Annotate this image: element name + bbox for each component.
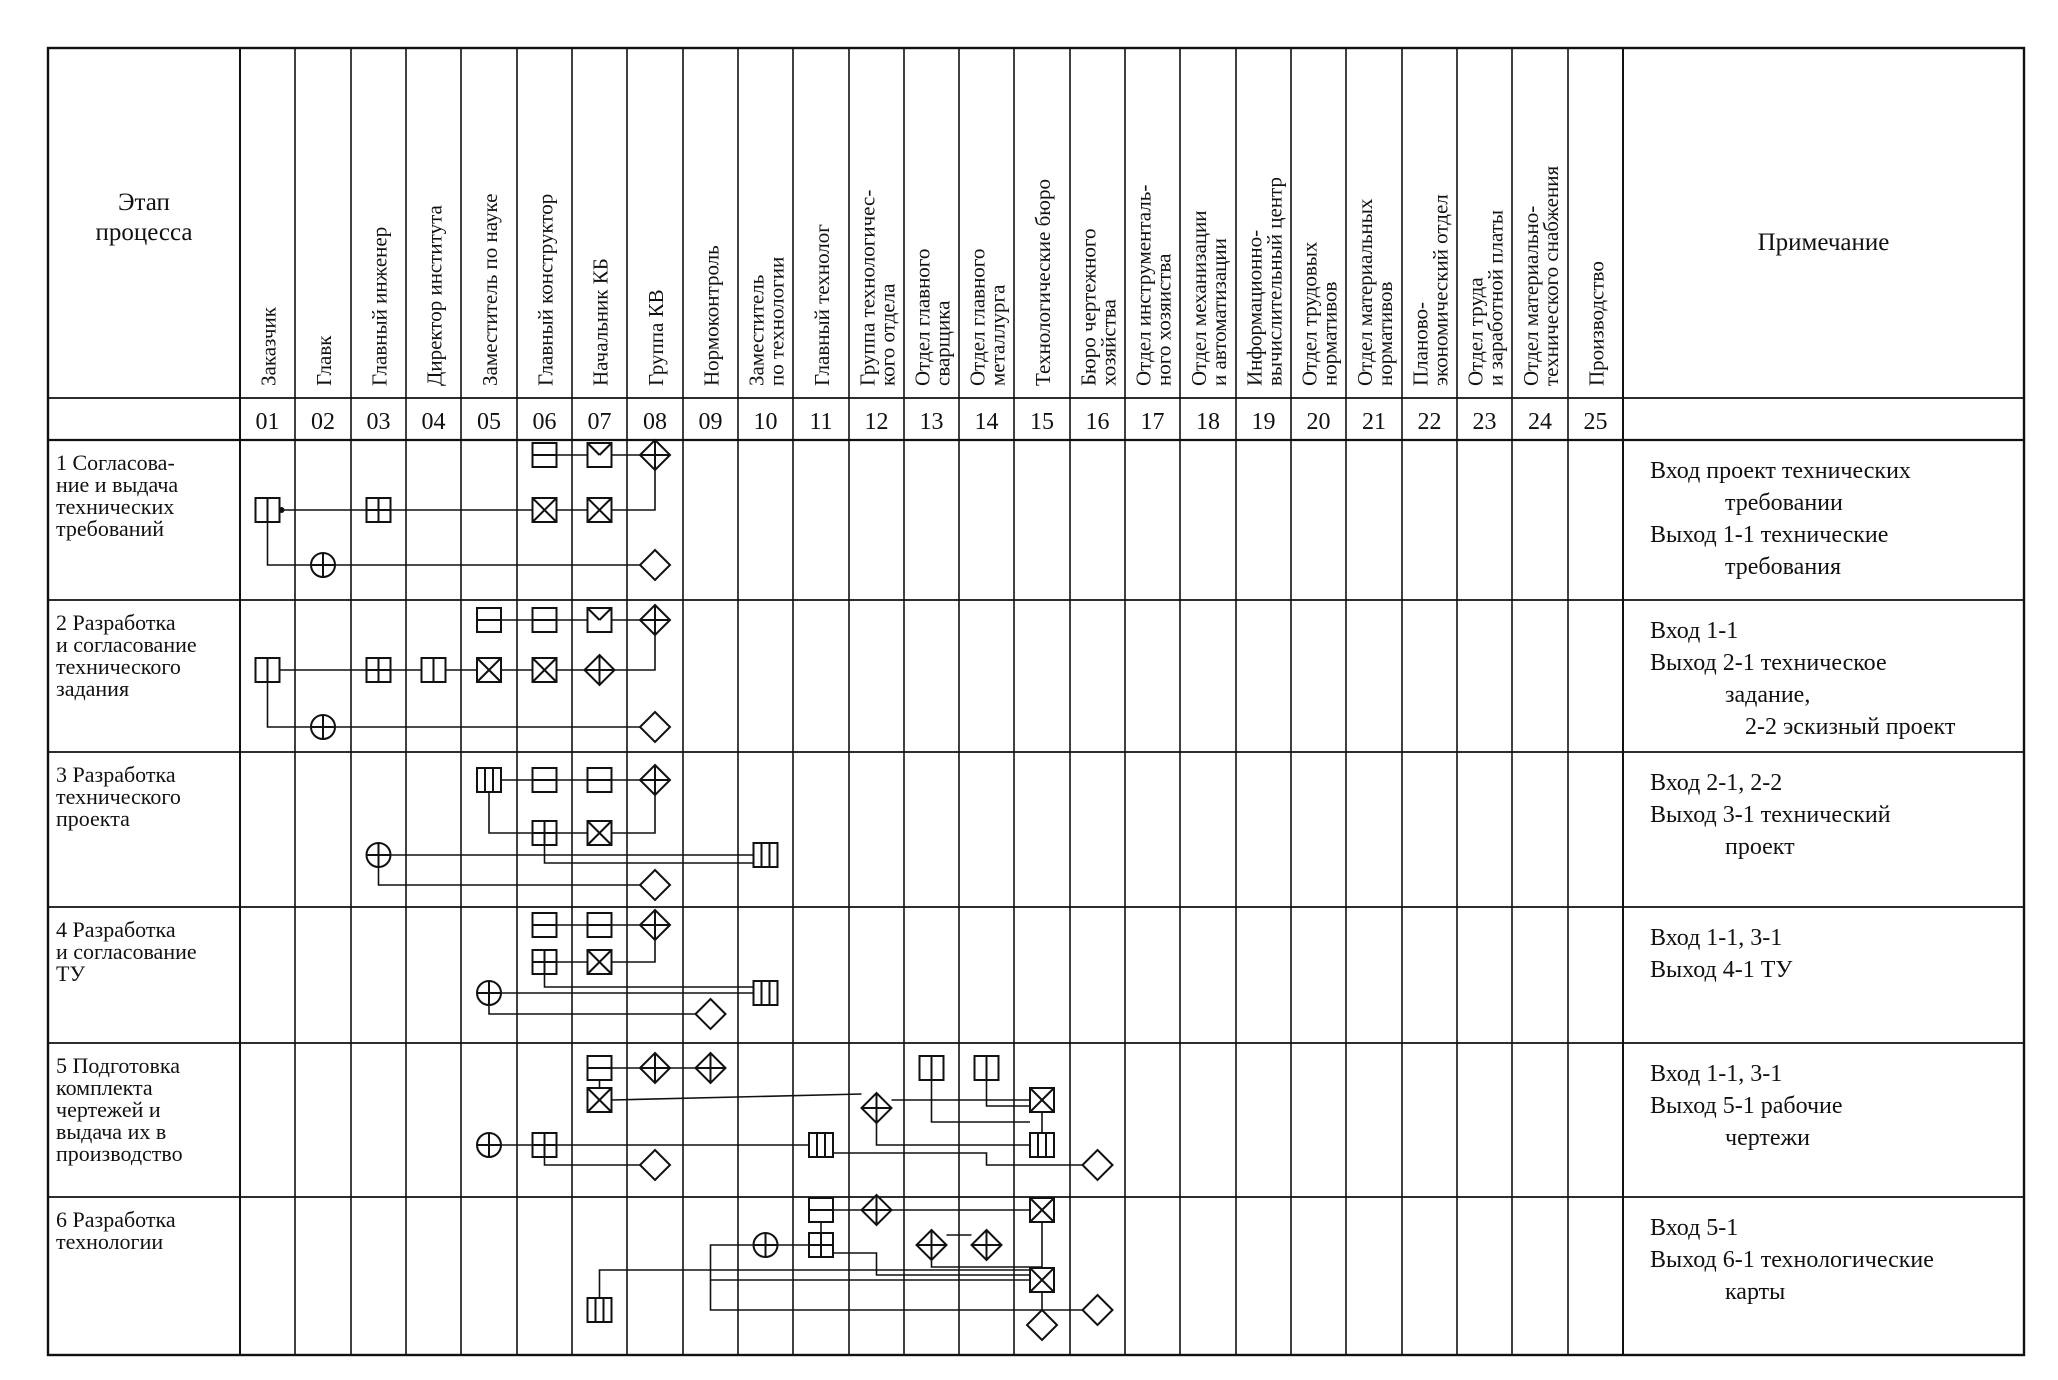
box-grid-symbol [809,1233,833,1257]
stage-label: 6 Разработка технологии [56,1207,176,1254]
box-h-symbol [477,608,501,632]
column-name: Отдел материально- [1519,205,1543,386]
column-name: Отдел труда [1463,277,1488,386]
box-grid-symbol [367,658,391,682]
stage-notes: Вход 1-1, 3-1 Выход 4-1 ТУ [1650,925,1793,983]
column-name: Технологические бюро [1031,179,1055,386]
column-name: Бюро чертежного [1076,228,1101,386]
column-code: 11 [809,409,833,435]
stage-row [56,1207,1934,1305]
stage-notes: Вход 1-1, 3-1 Выход 5-1 рабочие чертежи [1650,1061,1843,1151]
box-doc-symbol [1030,1133,1054,1157]
box-doc-symbol [754,843,778,867]
box-h-symbol [588,1056,612,1080]
column-name: технического снабжения [1539,165,1563,386]
box-x-symbol [588,950,612,974]
column-name: Производство [1584,261,1609,386]
box-h-symbol [533,913,557,937]
box-x-symbol [588,498,612,522]
column-name: Нормоконтроль [699,245,724,386]
stage-row [56,762,1891,860]
column-name: Группа КВ [644,289,668,386]
column-name: Заместитель по науке [478,193,502,386]
column-code: 24 [1528,409,1552,435]
box-grid-symbol [367,498,391,522]
box-doc-symbol [809,1133,833,1157]
column-code: 06 [532,409,557,435]
diamond-symbol [1083,1150,1113,1180]
diamond-symbol [640,550,670,580]
diamond-cross-symbol [640,765,670,795]
column-name: Группа технологичес- [855,189,880,386]
box-x-symbol [1030,1268,1054,1292]
box-h-symbol [533,768,557,792]
column-name: металлурга [985,284,1010,386]
column-name: Информационно- [1242,229,1267,386]
column-name: Заказчик [256,307,281,386]
box-v-fold-symbol [588,608,612,632]
box-h-symbol [809,1198,833,1222]
stage-label: 4 Разработка и согласование ТУ [56,917,197,986]
column-code: 04 [421,409,446,435]
circle-plus-symbol [477,1133,501,1157]
column-code: 05 [477,409,501,435]
column-name: Директор института [422,205,447,386]
column-name: вычислительный центр [1262,177,1287,386]
column-name: Отдел материальных [1353,198,1377,386]
stage-row [56,1053,1843,1166]
stage-label: 1 Согласова-ние и выдача технических требований [56,450,179,541]
box-v-fold-symbol [588,443,612,467]
column-code: 02 [311,409,335,435]
column-code: 22 [1417,409,1442,435]
box-h-symbol [533,443,557,467]
stage-notes: Вход 2-1, 2-2 Выход 3-1 технический проект [1650,770,1891,860]
box-v-symbol [975,1056,999,1080]
box-v-symbol [422,658,446,682]
stage-label: 2 Разработка и согласование технического задания [56,610,197,701]
stage-rows [56,450,1956,1305]
flow-diagram [256,440,1113,1340]
column-name: Начальник КБ [588,258,613,386]
diamond-cross-symbol [696,1053,726,1083]
stage-notes: Вход 1-1 Выход 2-1 техническое задание, 2-2 эскизный проект [1650,618,1956,740]
diamond-cross-symbol [972,1230,1002,1260]
box-v-symbol [920,1056,944,1080]
diamond-cross-symbol [640,440,670,470]
box-x-symbol [533,498,557,522]
stage-row [56,917,1792,986]
column-name: Планово- [1408,302,1433,386]
column-code: 16 [1085,409,1110,435]
column-name: Главный технолог [810,224,834,386]
column-code: 14 [974,409,999,435]
stage-label: 5 Подготовка комплекта чертежей и выдача их в производство [56,1053,183,1166]
column-code: 08 [643,409,667,435]
column-name: ного хозяиства [1151,253,1176,386]
column-code: 01 [255,409,280,435]
column-name: кого отдела [875,283,900,386]
box-grid-symbol [533,950,557,974]
column-code: 25 [1583,409,1608,435]
column-code: 18 [1196,409,1220,435]
column-code: 03 [366,409,391,435]
column-name: Отдел механизации [1187,210,1211,386]
diamond-symbol [640,1150,670,1180]
circle-plus-symbol [311,553,335,577]
box-doc-symbol [477,768,501,792]
diamond-cross-symbol [640,1053,670,1083]
column-name: Отдел главного [965,248,990,386]
box-x-symbol [1030,1088,1054,1112]
column-code: 15 [1030,409,1054,435]
diamond-symbol [640,870,670,900]
box-doc-symbol [754,981,778,1005]
column-name: Главный конструктор [533,193,558,386]
column-code: 07 [587,409,612,435]
column-code: 19 [1251,409,1276,435]
diamond-cross-symbol [585,655,615,685]
box-x-symbol [477,658,501,682]
circle-plus-symbol [754,1233,778,1257]
column-headers [95,166,1889,435]
diamond-symbol [1083,1295,1113,1325]
box-x-symbol [533,658,557,682]
diamond-cross-symbol [640,605,670,635]
column-code: 17 [1140,409,1165,435]
diamond-symbol [696,999,726,1029]
column-name: нормативов [1373,281,1397,386]
diamond-cross-symbol [640,910,670,940]
column-name: Отдел главного [910,248,935,386]
diamond-symbol [1027,1310,1057,1340]
stage-row [56,610,1956,740]
column-name: Отдел инструменталь- [1131,184,1156,386]
column-code: 20 [1306,409,1331,435]
box-v-symbol [256,658,280,682]
notes-column-header: Примечание [1757,229,1890,256]
stage-notes: Вход 5-1 Выход 6-1 технологические карты [1650,1215,1934,1305]
diamond-symbol [640,712,670,742]
column-code: 09 [698,409,723,435]
box-grid-symbol [533,1133,557,1157]
column-code: 21 [1362,409,1386,435]
box-x-symbol [1030,1198,1054,1222]
column-name: по технологии [764,256,789,386]
box-h-symbol [533,608,557,632]
column-code: 10 [753,409,778,435]
column-name: Главк [312,335,336,386]
box-doc-symbol [588,1298,612,1322]
column-code: 23 [1472,409,1497,435]
box-h-symbol [588,768,612,792]
column-name: Заместитель [744,274,769,386]
column-code: 13 [919,409,944,435]
column-name: экономический отдел [1428,194,1453,386]
stage-label: 3 Разработка технического проекта [56,762,181,831]
stage-notes: Вход проект технических требовании Выход 1-1 технические требования [1650,458,1911,580]
circle-plus-symbol [477,981,501,1005]
box-x-symbol [588,1088,612,1112]
column-name: хозяйства [1096,299,1121,386]
column-name: нормативов [1317,281,1342,386]
column-name: и заработной платы [1483,209,1508,386]
column-name: сварщика [930,300,955,386]
stage-column-header: Этап процесса [95,189,193,246]
box-grid-symbol [533,821,557,845]
box-x-symbol [588,821,612,845]
circle-plus-symbol [311,715,335,739]
circle-plus-symbol [367,843,391,867]
diamond-cross-symbol [862,1195,892,1225]
diamond-cross-symbol [862,1093,892,1123]
box-h-symbol [588,913,612,937]
box-v-symbol [256,498,280,522]
column-name: Главный инженер [367,226,392,386]
column-name: Отдел трудовых [1297,241,1322,386]
diamond-cross-symbol [917,1230,947,1260]
column-name: и автоматизации [1207,238,1231,386]
column-code: 12 [864,409,889,435]
